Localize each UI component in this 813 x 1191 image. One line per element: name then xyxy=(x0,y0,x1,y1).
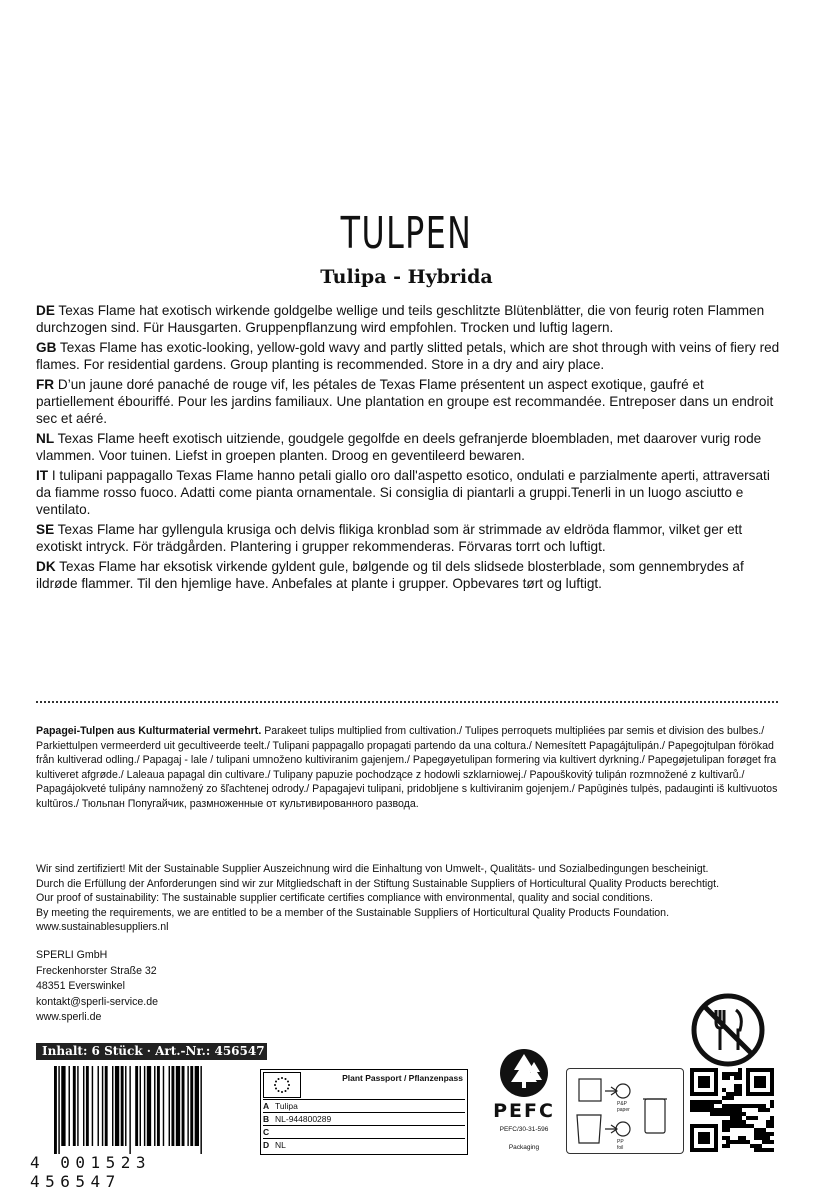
recycle-icon xyxy=(616,1084,630,1098)
company-address xyxy=(36,948,158,1026)
description-dk xyxy=(36,558,781,592)
description-nl xyxy=(36,430,781,464)
product-subtitle: Tulipa - Hybrida xyxy=(320,266,493,288)
barcode xyxy=(52,1066,252,1154)
description-text: D’un jaune doré panaché de rouge vif, les pétales de Texas Flame présentent un aspect exotique, gaufré et partiellement ébouriffé. Pour les jardins familiaux. Une plantation en groupe est recommandée. Entreposer dans un endroit sec et aéré. xyxy=(36,377,774,426)
city: 48351 Everswinkel xyxy=(36,980,125,993)
description-text: Texas Flame hat exotisch wirkende goldgelbe wellige und teils geschlitzte Blütenblätter, die von feurig roten Flammen durchzogen sind. Für Hausgarten. Gruppenpflanzung wird empfohlen. Trocken und luftig lagern. xyxy=(36,303,765,335)
description-gb xyxy=(36,339,781,373)
lang-code: IT xyxy=(36,468,49,483)
passport-value: NL xyxy=(275,1140,286,1150)
lang-code: SE xyxy=(36,522,55,537)
email-link[interactable]: kontakt@sperli-service.de xyxy=(36,995,159,1008)
recycle-label: PP xyxy=(617,1139,624,1145)
description-list xyxy=(36,302,781,595)
passport-key: D xyxy=(263,1140,270,1150)
pefc-logo xyxy=(484,1046,564,1158)
pefc-caption: Packaging xyxy=(508,1144,540,1151)
pefc-code: PEFC/30-31-596 xyxy=(499,1126,549,1133)
recycle-label: paper xyxy=(617,1107,630,1113)
description-text: Texas Flame har eksotisk virkende gyldent gule, bølgende og til dels slidsede blosterblade, som gennembrydes af ildrøde flammer. Til den hjemlige have. Anbefales at plante i grupper. Opbevares tørt og luftigt. xyxy=(36,559,744,591)
recycling-panel xyxy=(566,1068,684,1154)
lang-code: FR xyxy=(36,377,55,392)
company-name: SPERLI GmbH xyxy=(36,949,108,961)
passport-key: B xyxy=(263,1114,270,1124)
lang-code: DE xyxy=(36,303,55,318)
description-text: Texas Flame har gyllengula krusiga och delvis flikiga kronblad som är strimmade av eldröda flammor, vilket ger ett exotiskt intryck. För trädgården. Plantering i grupper rekommenderas. Förvaras torrt och luftigt. xyxy=(36,522,743,554)
website-link[interactable]: www.sperli.de xyxy=(36,1011,102,1024)
origin-text: Parakeet tulips multiplied from cultivation./ Tulipes perroquets multipliées par semis et division des bulbes./ Parkiettulpen vermeerderd uit gecultiveerde teelt./ Tulipani pappagallo propagati partendo da una coltura./ Nemesített Papagájtulipán./ Papegojtulpan förökad från kultiverad odling./ Papagaj - lale / tulipani umnoženo kultiviranim gajenjem./ Papegøyetulipan formering via kultivert dyrkning./ Papegøjetulipan forøget fra kultiveret afgrøde./ Laleaua papagal din cultivare./ Tulipany papuzie pochodzące z hodowli szklarniowej./ Papouškovitý tulipán rozmnožené z kultivarů./ Papagájokveté tulipány namnožený zo šľachtenej odrody./ Papagajevi tulipani, pridobljene s kultiviranim gojenjem./ Papūginės tulpės, padauginti iš kultivuotos kultūros./ Тюльпан Попугайчик, размноженные от культивированного развода. xyxy=(36,725,778,810)
description-text: Texas Flame heeft exotisch uitziende, goudgele gegolfde en deels gefranjerde bloembladen, met daarover vurig rode vlammen. Voor tuinen. Liefst in groepen planten. Droog en geventileerd bewaren. xyxy=(36,431,762,463)
description-text: Texas Flame has exotic-looking, yellow-gold wavy and partly slitted petals, which are shot through with veins of fiery red flames. For residential gardens. Group planting is recommended. Store in a dry and airy place. xyxy=(36,340,780,372)
passport-row xyxy=(263,1138,465,1151)
origin-note xyxy=(36,724,781,811)
dotted-divider xyxy=(36,701,778,703)
plant-passport xyxy=(260,1069,468,1155)
cert-line: Wir sind zertifiziert! Mit der Sustainable Supplier Auszeichnung wird die Einhaltung von Umwelt-, Qualitäts- und Sozialbedingungen bescheinigt. xyxy=(36,863,709,875)
passport-key: C xyxy=(263,1127,270,1137)
lang-code: NL xyxy=(36,431,55,446)
no-food-icon xyxy=(690,992,766,1068)
eu-flag-icon xyxy=(263,1072,301,1098)
description-se xyxy=(36,521,781,555)
passport-row xyxy=(263,1099,465,1112)
description-it xyxy=(36,467,781,518)
pefc-word: PEFC xyxy=(493,1100,555,1122)
passport-key: A xyxy=(263,1101,270,1111)
description-text: I tulipani pappagallo Texas Flame hanno petali giallo oro dall'aspetto esotico, ondulati e parzialmente aperti, attraversati da fiamme rosso fuoco. Adatti come pianta ornamentale. Si consiglia di piantarli a gruppi.Tenerli in un luogo asciutto e ventilato. xyxy=(36,468,770,517)
barcode-number: 4 001523 456547 xyxy=(30,1153,152,1191)
content-label: Inhalt: 6 Stück · Art.-Nr.: 456547 xyxy=(36,1043,267,1060)
passport-title: Plant Passport / Pflanzenpass xyxy=(342,1073,463,1083)
qr-code-icon[interactable] xyxy=(690,1068,774,1152)
passport-row xyxy=(263,1125,465,1138)
description-de xyxy=(36,302,781,336)
passport-value: Tulipa xyxy=(275,1101,298,1111)
origin-lead: Papagei-Tulpen aus Kulturmaterial vermehrt. xyxy=(36,725,262,737)
cert-line: Our proof of sustainability: The sustainable supplier certificate certifies compliance with environmental, quality and social conditions. xyxy=(36,892,653,904)
cert-link[interactable]: www.sustainablesuppliers.nl xyxy=(36,921,169,933)
product-title: TULPEN xyxy=(340,208,473,259)
passport-row xyxy=(263,1112,465,1125)
lang-code: GB xyxy=(36,340,57,355)
cert-line: Durch die Erfüllung der Anforderungen sind wir zur Mitgliedschaft in der Stiftung Sustainable Suppliers of Horticultural Quality Products berechtigt. xyxy=(36,877,720,890)
recycle-label: foil xyxy=(617,1145,624,1151)
bin-icon xyxy=(645,1099,665,1133)
sack-icon xyxy=(577,1115,601,1143)
bag-icon xyxy=(579,1079,601,1101)
lang-code: DK xyxy=(36,559,56,574)
street: Freckenhorster Straße 32 xyxy=(36,964,157,977)
certification-note xyxy=(36,862,781,935)
passport-value: NL-944800289 xyxy=(275,1114,332,1124)
recycle-label: P&P xyxy=(617,1101,628,1107)
cert-line: By meeting the requirements, we are entitled to be a member of the Sustainable Suppliers of Horticultural Quality Products Foundation. xyxy=(36,906,670,919)
pefc-tree-icon xyxy=(484,1046,564,1100)
recycle-icon xyxy=(616,1122,630,1136)
description-fr xyxy=(36,376,781,427)
